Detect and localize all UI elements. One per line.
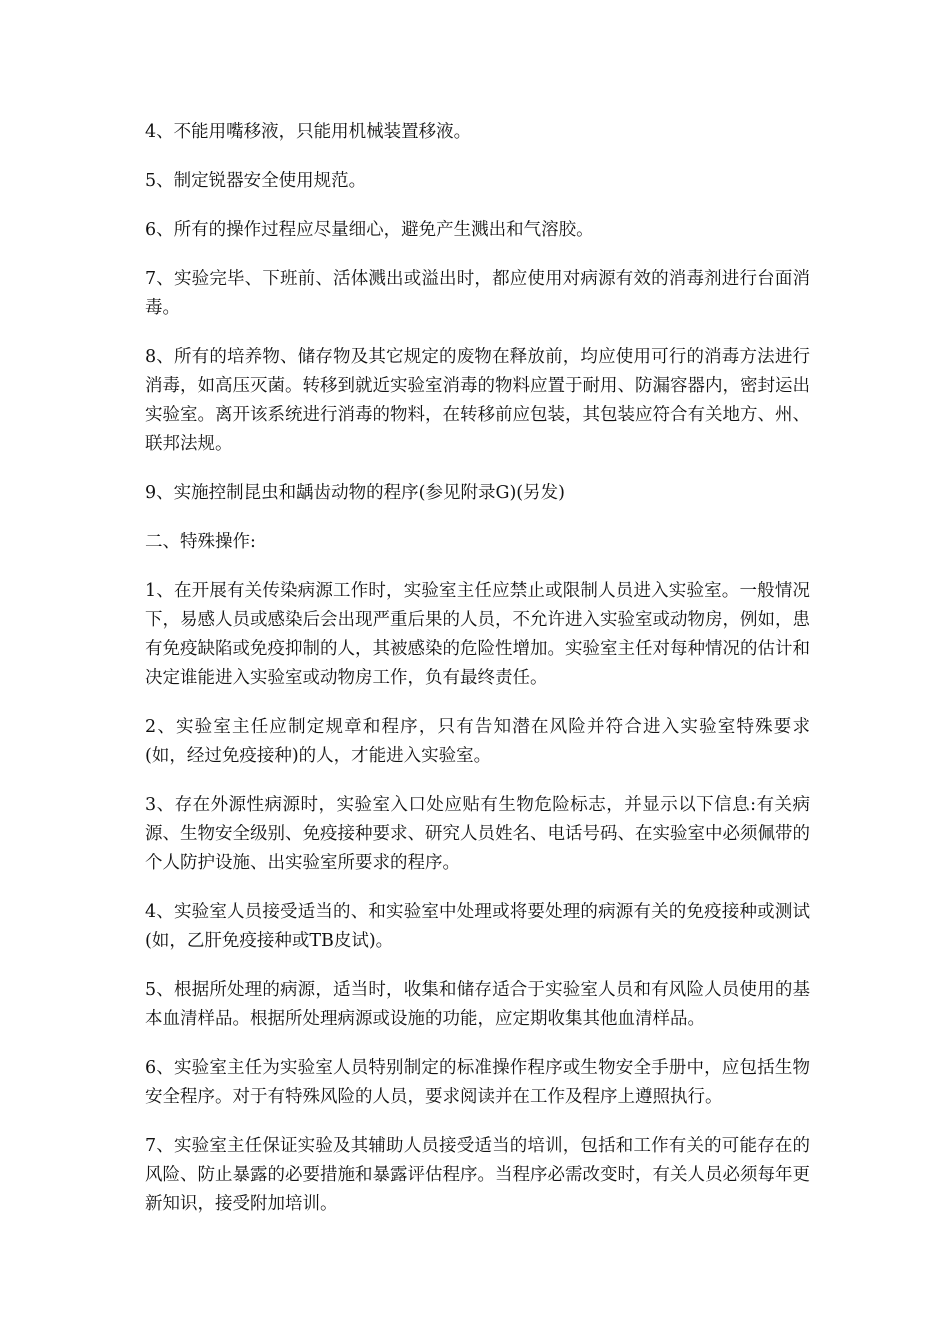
paragraph-item-6-aerosols: 6、所有的操作过程应尽量细心，避免产生溅出和气溶胶。 xyxy=(145,220,594,240)
paragraph-special-2-rules: 2、实验室主任应制定规章和程序，只有告知潜在风险并符合进入实验室特殊要求(如，经过免疫接种)的人，才能进入实验室。 xyxy=(145,717,810,766)
paragraph-item-8-waste: 8、所有的培养物、储存物及其它规定的废物在释放前，均应使用可行的消毒方法进行消毒，如高压灭菌。转移到就近实验室消毒的物料应置于耐用、防漏容器内，密封运出实验室。离开该系统进行消毒的物料，在转移前应包装，其包装应符合有关地方、州、联邦法规。 xyxy=(145,347,810,454)
paragraph-special-5-serum: 5、根据所处理的病源，适当时，收集和储存适合于实验室人员和有风险人员使用的基本血清样品。根据所处理病源或设施的功能，应定期收集其他血清样品。 xyxy=(145,980,810,1029)
paragraph-item-4-pipetting: 4、不能用嘴移液，只能用机械装置移液。 xyxy=(145,122,472,142)
paragraph-item-5-sharps: 5、制定锐器安全使用规范。 xyxy=(145,171,367,191)
paragraph-item-7-disinfection: 7、实验完毕、下班前、活体溅出或溢出时，都应使用对病源有效的消毒剂进行台面消毒。 xyxy=(145,269,810,318)
paragraph-special-6-manual: 6、实验室主任为实验室人员特别制定的标准操作程序或生物安全手册中，应包括生物安全程序。对于有特殊风险的人员，要求阅读并在工作及程序上遵照执行。 xyxy=(145,1058,810,1107)
paragraph-item-9-pest-control: 9、实施控制昆虫和龋齿动物的程序(参见附录G)(另发) xyxy=(145,483,565,503)
document-body xyxy=(145,118,810,1239)
paragraph-special-3-signage: 3、存在外源性病源时，实验室入口处应贴有生物危险标志，并显示以下信息:有关病源、生物安全级别、免疫接种要求、研究人员姓名、电话号码、在实验室中必须佩带的个人防护设施、出实验室所要求的程序。 xyxy=(145,795,810,873)
paragraph-special-4-immunization: 4、实验室人员接受适当的、和实验室中处理或将要处理的病源有关的免疫接种或测试(如，乙肝免疫接种或TB皮试)。 xyxy=(145,902,810,951)
section-heading-special-practices: 二、特殊操作: xyxy=(145,532,256,552)
paragraph-special-7-training: 7、实验室主任保证实验及其辅助人员接受适当的培训，包括和工作有关的可能存在的风险、防止暴露的必要措施和暴露评估程序。当程序必需改变时，有关人员必须每年更新知识，接受附加培训。 xyxy=(145,1136,810,1214)
paragraph-special-1-access: 1、在开展有关传染病源工作时，实验室主任应禁止或限制人员进入实验室。一般情况下，易感人员或感染后会出现严重后果的人员，不允许进入实验室或动物房，例如，患有免疫缺陷或免疫抑制的人，其被感染的危险性增加。实验室主任对每种情况的估计和决定谁能进入实验室或动物房工作，负有最终责任。 xyxy=(145,581,810,688)
